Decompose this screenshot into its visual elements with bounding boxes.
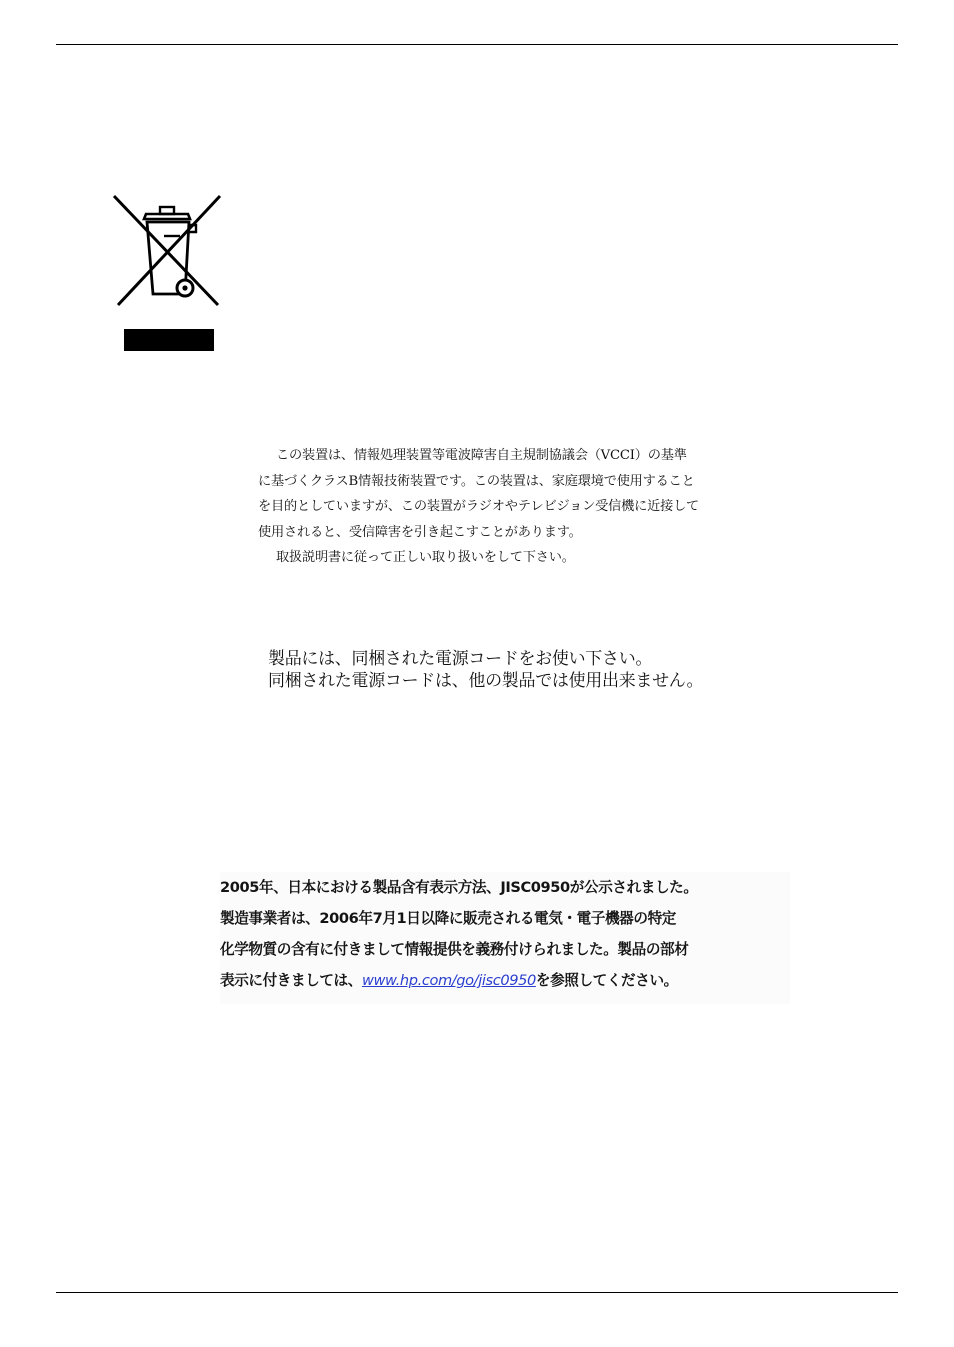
jis-notice — [220, 872, 790, 1004]
footer-rule — [56, 1292, 898, 1293]
weee-symbol — [110, 192, 222, 352]
vcci-line: 取扱説明書に従って正しい取り扱いをして下さい。 — [276, 550, 575, 565]
vcci-notice — [258, 443, 778, 571]
vcci-line: に基づくクラスB情報技術装置です。この装置は、家庭環境で使用すること — [258, 473, 695, 489]
jis-line: 2005年、日本における製品含有表示方法、JISC0950が公示されました。 — [220, 879, 698, 896]
weee-underline-bar — [124, 329, 214, 351]
jisc0950-link[interactable]: www.hp.com/go/jisc0950 — [361, 972, 536, 989]
crossed-out-wheeled-bin-icon — [110, 192, 222, 327]
vcci-line: を目的としていますが、この装置がラジオやテレビジョン受信機に近接して — [258, 499, 700, 514]
jis-line: 化学物質の含有に付きまして情報提供を義務付けられました。製品の部材 — [220, 941, 689, 958]
vcci-line: 使用されると、受信障害を引き起こすことがあります。 — [258, 524, 582, 540]
power-cord-line: 製品には、同梱された電源コードをお使い下さい。 — [268, 649, 653, 669]
header-rule — [56, 44, 898, 45]
power-cord-notice — [268, 648, 768, 692]
power-cord-line: 同梱された電源コードは、他の製品では使用出来ません。 — [268, 671, 704, 691]
jis-line-suffix: を参照してください。 — [535, 972, 678, 989]
jis-line — [220, 965, 790, 996]
vcci-line: この装置は、情報処理装置等電波障害自主規制協議会（VCCI）の基準 — [276, 448, 687, 463]
jis-line-prefix: 表示に付きましては、 — [220, 972, 362, 989]
jis-line: 製造事業者は、2006年7月1日以降に販売される電気・電子機器の特定 — [220, 910, 676, 927]
